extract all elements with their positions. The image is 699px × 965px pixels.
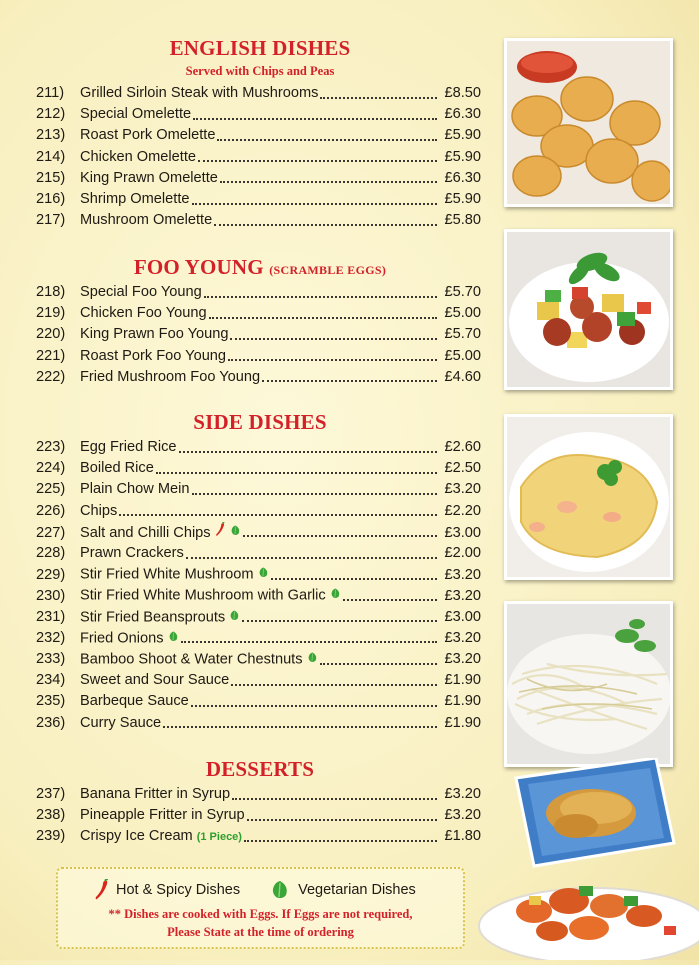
menu-item-name: [80, 522, 241, 544]
menu-item-number: 214): [36, 148, 66, 165]
dotted-leader: [232, 798, 437, 800]
menu-item-name-text: Chicken Foo Young: [80, 305, 207, 322]
menu-item-number: 218): [36, 284, 66, 300]
dotted-leader: [243, 535, 437, 537]
menu-item: [36, 607, 481, 628]
menu-item-name: [80, 479, 190, 500]
menu-item: [36, 805, 481, 826]
menu-item: [36, 649, 481, 670]
photo-omelette: [504, 414, 673, 580]
dotted-leader: [156, 472, 437, 474]
english-subtitle-text: Served with Chips and Peas: [185, 64, 335, 78]
menu-item-number: 235): [36, 693, 66, 710]
menu-item-name: [80, 564, 269, 585]
menu-item-price: £2.50: [444, 460, 481, 477]
menu-item-name: [80, 585, 341, 606]
menu-item: [36, 282, 481, 303]
photo-sweet-sour-balls: [504, 38, 673, 207]
menu-item-name: [80, 210, 212, 231]
photo-beansprouts: [504, 601, 673, 767]
menu-item-name-text: Boiled Rice: [80, 460, 154, 477]
menu-item-number: 233): [36, 651, 66, 668]
menu-item-price: £4.60: [444, 368, 481, 385]
menu-item: [36, 189, 481, 210]
dotted-leader: [186, 557, 437, 559]
menu-item-name: [80, 649, 318, 670]
menu-item-name: [80, 628, 179, 649]
dotted-leader: [198, 160, 437, 162]
leaf-icon: [307, 649, 318, 670]
menu-item-name: [80, 826, 242, 848]
menu-item-price: £3.00: [444, 608, 481, 625]
english-dishes-title: ENGLISH DISHES: [169, 36, 351, 60]
dotted-leader: [343, 599, 437, 601]
menu-item: [36, 564, 481, 585]
english-dishes-heading: [0, 36, 520, 61]
menu-item-name: [80, 147, 196, 168]
menu-item: [36, 147, 481, 168]
menu-item: [36, 83, 481, 104]
menu-item: [36, 522, 481, 543]
menu-item-name: [80, 670, 229, 691]
dotted-leader: [193, 118, 437, 120]
menu-item-price: £8.50: [444, 85, 481, 101]
menu-item-number: 222): [36, 368, 66, 385]
menu-item: [36, 585, 481, 606]
menu-item-price: £3.20: [444, 807, 481, 824]
menu-item-name-text: Egg Fried Rice: [80, 439, 177, 455]
menu-item-price: £3.20: [444, 481, 481, 498]
menu-item-name-text: Prawn Crackers: [80, 545, 184, 561]
dotted-leader: [242, 620, 437, 622]
menu-item-number: 223): [36, 439, 66, 455]
menu-item: [36, 628, 481, 649]
menu-item-name: [80, 458, 154, 479]
dotted-leader: [262, 380, 437, 382]
menu-item-price: £1.90: [444, 672, 481, 689]
menu-item-name: [80, 437, 177, 458]
menu-item-note: (1 Piece): [196, 831, 242, 844]
dotted-leader: [119, 514, 437, 516]
menu-item-name-text: Fried Mushroom Foo Young: [80, 368, 261, 385]
menu-item: [36, 691, 481, 712]
legend-veg-label: Vegetarian Dishes: [298, 882, 416, 898]
menu-item-name: [80, 607, 240, 628]
menu-item-name: [80, 501, 117, 522]
dotted-leader: [271, 578, 437, 580]
menu-item-name-text: Pineapple Fritter in Syrup: [80, 807, 245, 824]
menu-item-name-text: Stir Fried White Mushroom with Garlic: [80, 587, 326, 604]
menu-item: [36, 210, 481, 231]
chilli-icon: [94, 879, 110, 901]
leaf-icon: [229, 607, 240, 628]
menu-item-price: £2.60: [444, 439, 481, 455]
menu-item: [36, 670, 481, 691]
menu-item-name-text: Stir Fried Beansprouts: [80, 608, 226, 625]
menu-item-name-text: Special Foo Young: [80, 284, 202, 300]
menu-item-price: £5.90: [444, 127, 481, 144]
menu-item-name-text: Plain Chow Mein: [80, 481, 190, 498]
dotted-leader: [244, 840, 437, 842]
dotted-leader: [247, 819, 437, 821]
dotted-leader: [320, 97, 437, 99]
menu-item-price: £1.90: [444, 714, 481, 731]
dotted-leader: [191, 705, 437, 707]
menu-item-number: 239): [36, 828, 66, 845]
legend-egg-note: [58, 905, 463, 941]
menu-item: [36, 324, 481, 345]
menu-item: [36, 303, 481, 324]
menu-item: [36, 367, 481, 388]
menu-item-price: £3.20: [444, 651, 481, 668]
legend-note-line1: ** Dishes are cooked with Eggs. If Eggs are not required,: [108, 907, 413, 921]
menu-item-name-text: Banana Fritter in Syrup: [80, 786, 231, 802]
menu-item-price: £5.70: [444, 326, 481, 343]
side-dishes-heading: [0, 410, 520, 435]
dotted-leader: [209, 317, 437, 319]
menu-item-number: 230): [36, 587, 66, 604]
legend-spicy-label: Hot & Spicy Dishes: [116, 882, 241, 898]
menu-item: [36, 501, 481, 522]
menu-item-number: 221): [36, 347, 66, 364]
menu-item: [36, 437, 481, 458]
menu-item: [36, 713, 481, 734]
menu-item-number: 212): [36, 106, 66, 123]
foo-young-heading: [0, 255, 520, 280]
menu-item-number: 220): [36, 326, 66, 343]
menu-item-name: [80, 168, 218, 189]
menu-item-number: 236): [36, 714, 66, 731]
photo-sweet-sour-chicken-plate: [474, 856, 699, 965]
menu-item: [36, 168, 481, 189]
menu-item: [36, 104, 481, 125]
dotted-leader: [231, 684, 437, 686]
menu-item-price: £5.00: [444, 305, 481, 322]
legend-row: [94, 879, 416, 901]
menu-item-number: 232): [36, 630, 66, 647]
menu-item-number: 228): [36, 545, 66, 561]
dotted-leader: [181, 641, 437, 643]
side-dishes-title: SIDE DISHES: [193, 410, 327, 434]
legend-box: [56, 867, 465, 949]
dotted-leader: [217, 139, 437, 141]
menu-item-price: £5.70: [444, 284, 481, 300]
menu-item-name-text: Crispy Ice Cream: [80, 828, 193, 845]
menu-item-number: 227): [36, 524, 66, 541]
leaf-icon: [270, 880, 290, 900]
menu-item-name-text: Roast Pork Omelette: [80, 127, 216, 144]
menu-item-price: £5.90: [444, 148, 481, 165]
menu-item-name-text: King Prawn Foo Young: [80, 326, 229, 343]
menu-item-name-text: Grilled Sirloin Steak with Mushrooms: [80, 85, 319, 101]
menu-item-price: £3.20: [444, 566, 481, 583]
menu-item-name-text: Mushroom Omelette: [80, 212, 213, 229]
desserts-title: DESSERTS: [205, 757, 315, 781]
menu-item-name: [80, 346, 226, 367]
menu-item-name-text: Shrimp Omelette: [80, 191, 190, 207]
menu-item: [36, 784, 481, 805]
menu-item-name-text: Barbeque Sauce: [80, 693, 189, 710]
menu-item: [36, 125, 481, 146]
dotted-leader: [192, 493, 437, 495]
menu-item-price: £1.90: [444, 693, 481, 710]
menu-item-name: [80, 324, 228, 345]
menu-item-price: £5.00: [444, 347, 481, 364]
menu-item-number: 224): [36, 460, 66, 477]
menu-item-number: 234): [36, 672, 66, 689]
leaf-icon: [230, 522, 241, 543]
menu-item-price: £3.00: [444, 524, 481, 541]
menu-item-name-text: Chips: [80, 502, 118, 519]
menu-item-number: 231): [36, 608, 66, 625]
menu-item: [36, 346, 481, 367]
menu-item-name: [80, 125, 215, 146]
menu-item-number: 219): [36, 305, 66, 322]
menu-item-price: £3.20: [444, 630, 481, 647]
dotted-leader: [204, 296, 437, 298]
menu-item-name-text: Curry Sauce: [80, 714, 162, 731]
menu-item-name-text: Bamboo Shoot & Water Chestnuts: [80, 651, 303, 668]
dotted-leader: [163, 726, 437, 728]
dotted-leader: [220, 181, 437, 183]
menu-item-name: [80, 104, 191, 125]
menu-item-name-text: Sweet and Sour Sauce: [80, 672, 230, 689]
menu-item-name: [80, 282, 202, 303]
legend-note-line2: Please State at the time of ordering: [167, 925, 354, 939]
menu-item: [36, 543, 481, 564]
menu-item-name: [80, 805, 245, 826]
menu-item-number: 216): [36, 191, 66, 207]
english-dishes-subtitle: [0, 64, 520, 79]
menu-item-number: 217): [36, 212, 66, 229]
dotted-leader: [228, 359, 437, 361]
menu-item: [36, 458, 481, 479]
menu-item-price: £2.20: [444, 502, 481, 519]
leaf-icon: [330, 585, 341, 606]
menu-item-number: 215): [36, 169, 66, 186]
dotted-leader: [192, 203, 438, 205]
desserts-heading: [0, 757, 520, 782]
menu-item-name: [80, 303, 207, 324]
menu-item-name-text: Chicken Omelette: [80, 148, 196, 165]
menu-item: [36, 826, 481, 847]
menu-item-price: £5.90: [444, 191, 481, 207]
menu-item-price: £3.20: [444, 786, 481, 802]
menu-item-price: £6.30: [444, 169, 481, 186]
menu-item-price: £2.00: [444, 545, 481, 561]
foo-young-title: FOO YOUNG: [133, 255, 264, 279]
menu-item-name: [80, 543, 184, 564]
menu-item-name: [80, 784, 230, 805]
menu-item-price: £5.80: [444, 212, 481, 229]
chilli-icon: [215, 522, 226, 544]
dotted-leader: [214, 224, 437, 226]
menu-item-price: £6.30: [444, 106, 481, 123]
menu-item-name-text: Fried Onions: [80, 630, 164, 647]
menu-item-name: [80, 691, 189, 712]
menu-item-name-text: Roast Pork Foo Young: [80, 347, 227, 364]
leaf-icon: [168, 628, 179, 649]
menu-item-price: £1.80: [444, 828, 481, 845]
dotted-leader: [230, 338, 437, 340]
menu-item-number: 213): [36, 127, 66, 144]
menu-item-number: 226): [36, 502, 66, 519]
menu-item-name-text: Stir Fried White Mushroom: [80, 566, 254, 583]
leaf-icon: [258, 564, 269, 585]
foo-young-subtitle: (SCRAMBLE EGGS): [269, 263, 387, 277]
menu-item-name-text: Salt and Chilli Chips: [80, 524, 211, 541]
menu-item-number: 237): [36, 786, 66, 802]
menu-item-number: 211): [36, 85, 65, 101]
menu-item-price: £3.20: [444, 587, 481, 604]
menu-item-number: 229): [36, 566, 66, 583]
photo-sweet-sour-pork: [504, 229, 673, 390]
menu-item: [36, 479, 481, 500]
menu-item-number: 225): [36, 481, 66, 498]
menu-item-name: [80, 713, 161, 734]
menu-item-number: 238): [36, 807, 66, 824]
menu-item-name: [80, 83, 318, 104]
menu-item-name-text: King Prawn Omelette: [80, 169, 218, 186]
dotted-leader: [320, 663, 437, 665]
menu-item-name-text: Special Omelette: [80, 106, 192, 123]
menu-item-name: [80, 367, 260, 388]
menu-item-name: [80, 189, 190, 210]
dotted-leader: [179, 451, 437, 453]
